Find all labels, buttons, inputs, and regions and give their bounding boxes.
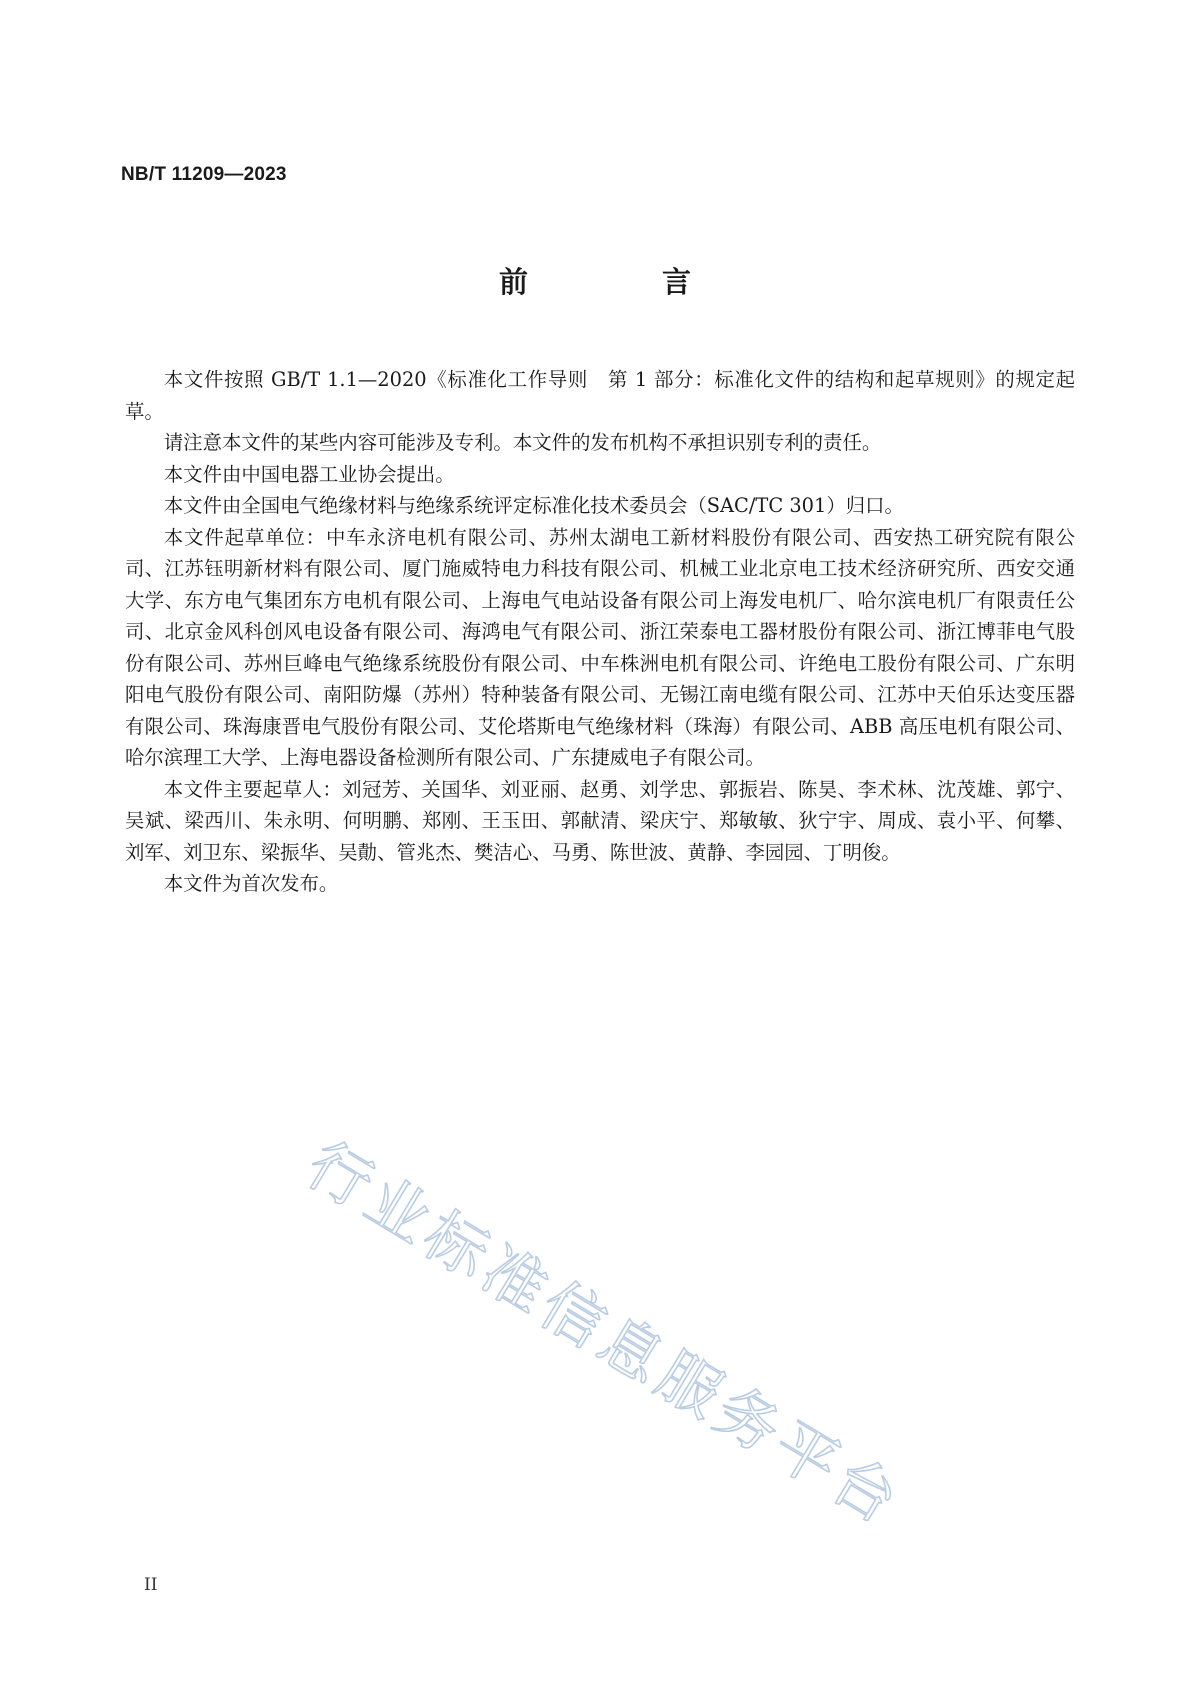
paragraph-committee: 本文件由全国电气绝缘材料与绝缘系统评定标准化技术委员会（SAC/TC 301）归口。 <box>163 494 904 517</box>
paragraph-first-release: 本文件为首次发布。 <box>163 872 339 895</box>
paragraph-proposer: 本文件由中国电器工业协会提出。 <box>163 462 455 486</box>
document-code: NB/T 11209—2023 <box>121 164 287 185</box>
foreword-body <box>125 364 1075 900</box>
page-title: 前 言 <box>498 265 754 299</box>
paragraph-drafting-rules: 本文件按照 GB/T 1.1—2020《标准化工作导则 第 1 部分：标准化文件的结构和起草规则》的规定起草。 <box>125 368 1075 423</box>
paragraph-drafting-units: 本文件起草单位：中车永济电机有限公司、苏州太湖电工新材料股份有限公司、西安热工研究院有限公司、江苏钰明新材料有限公司、厦门施威特电力科技有限公司、机械工业北京电工技术经济研究所、西安交通大学、东方电气集团东方电机有限公司、上海电气电站设备有限公司上海发电机厂、哈尔滨电机厂有限责任公司、北京金风科创风电设备有限公司、海鸿电气有限公司、浙江荣泰电工器材股份有限公司、浙江博菲电气股份有限公司、苏州巨峰电气绝缘系统股份有限公司、中车株洲电机有限公司、许绝电工股份有限公司、广东明阳电气股份有限公司、南阳防爆（苏州）特种装备有限公司、无锡江南电缆有限公司、江苏中天伯乐达变压器有限公司、珠海康晋电气股份有限公司、艾伦塔斯电气绝缘材料（珠海）有限公司、ABB 高压电机有限公司、哈尔滨理工大学、上海电器设备检测所有限公司、广东捷威电子有限公司。 <box>125 525 1075 769</box>
page-number: II <box>144 1575 158 1595</box>
paragraph-drafters: 本文件主要起草人：刘冠芳、关国华、刘亚丽、赵勇、刘学忠、郭振岩、陈昊、李术林、沈茂雄、郭宁、吴斌、梁西川、朱永明、何明鹏、郑刚、王玉田、郭献清、梁庆宁、郑敏敏、狄宁宇、周成、袁小平、何攀、刘军、刘卫东、梁振华、吴勣、管兆杰、樊洁心、马勇、陈世波、黄静、李园园、丁明俊。 <box>125 777 1075 864</box>
paragraph-patent-notice: 请注意本文件的某些内容可能涉及专利。本文件的发布机构不承担识别专利的责任。 <box>163 431 882 454</box>
watermark: 行业标准信息服务平台 <box>294 1127 916 1541</box>
